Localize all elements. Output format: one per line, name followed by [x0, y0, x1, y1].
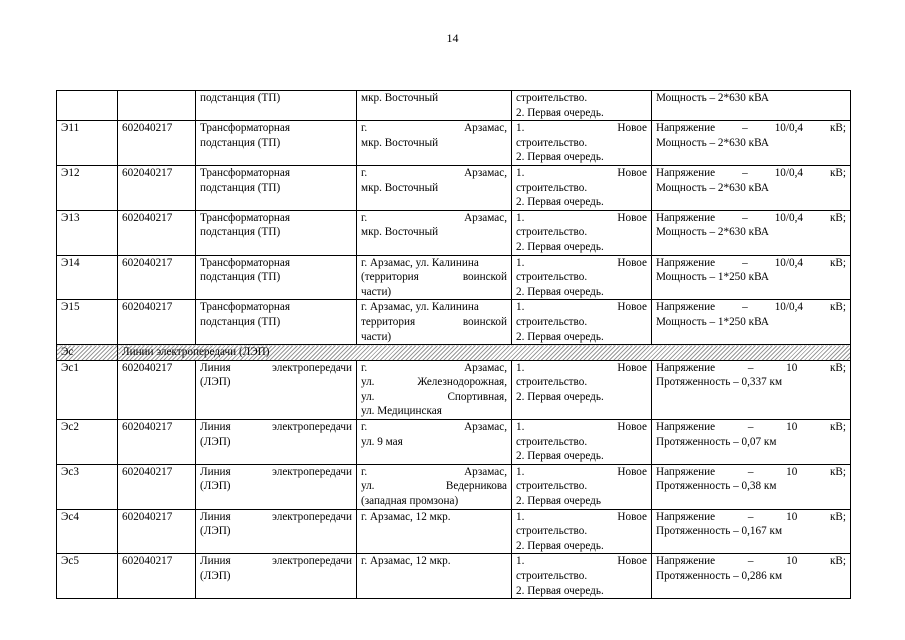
word: Напряжение: [656, 510, 716, 523]
cell-params: [652, 121, 851, 166]
cell-address-line: [361, 465, 507, 480]
cell-okp: 602040217: [118, 300, 196, 345]
word: –: [742, 166, 748, 179]
cell-name: [196, 509, 357, 554]
table-row: [57, 255, 851, 300]
cell-status: [512, 300, 652, 345]
word: Новое: [617, 361, 647, 374]
word: Линия: [200, 555, 231, 568]
cell-address-line: (западная промзона): [361, 495, 459, 508]
cell-name: [196, 420, 357, 465]
cell-status-line: [516, 121, 647, 136]
cell-name: [196, 300, 357, 345]
word: Линия: [200, 421, 231, 434]
cell-okp: 602040217: [118, 464, 196, 509]
objects-table: [56, 90, 851, 599]
cell-address-line: [361, 270, 507, 285]
cell-okp: 602040217: [118, 121, 196, 166]
word: Напряжение: [656, 211, 716, 224]
cell-status-line: строительство.: [516, 525, 588, 538]
word: –: [742, 122, 748, 135]
word: –: [747, 421, 754, 434]
cell-status-line: [516, 420, 647, 435]
cell-address: [357, 255, 512, 300]
cell-params-line: [656, 465, 846, 480]
cell-params-line: [656, 361, 846, 376]
cell-okp: 602040217: [118, 420, 196, 465]
word: ул.: [361, 376, 375, 389]
cell-params: [652, 464, 851, 509]
cell-okp: 602040217: [118, 509, 196, 554]
cell-status-line: строительство.: [516, 181, 588, 194]
cell-okp: 602040217: [118, 554, 196, 599]
word: воинской: [462, 315, 507, 328]
cell-name: [196, 165, 357, 210]
word: Ведерникова: [445, 480, 507, 493]
cell-status-line: 2. Первая очередь.: [516, 584, 604, 597]
cell-status: [512, 255, 652, 300]
word: –: [742, 211, 748, 224]
cell-name-line: Трансформаторная: [200, 122, 291, 135]
cell-status-line: строительство.: [516, 136, 588, 149]
word: Новое: [617, 465, 647, 478]
cell-address: [357, 91, 512, 121]
cell-name-line: подстанция (ТП): [200, 315, 281, 328]
cell-name: [196, 121, 357, 166]
word: кВ;: [829, 301, 846, 314]
word: г.: [361, 211, 368, 224]
word: 1.: [516, 421, 525, 434]
cell-address: [357, 165, 512, 210]
cell-status-line: [516, 465, 647, 480]
cell-status: [512, 121, 652, 166]
cell-address-line: ул. Медицинская: [361, 405, 442, 418]
cell-address-line: [361, 166, 507, 181]
word: 1.: [516, 555, 525, 568]
cell-status: [512, 464, 652, 509]
word: Напряжение: [656, 421, 716, 434]
table-row: [57, 554, 851, 599]
cell-address-line: [361, 121, 507, 136]
word: г.: [361, 465, 368, 478]
cell-status: [512, 509, 652, 554]
cell-status: [512, 165, 652, 210]
word: электропередачи: [272, 421, 352, 434]
cell-name-line: Трансформаторная: [200, 256, 291, 269]
cell-params-line: Протяженность – 0,167 км: [656, 525, 783, 538]
cell-params-line: [656, 211, 846, 226]
cell-address-line: г. Арзамас, 12 мкр.: [361, 555, 451, 568]
word: кВ;: [829, 256, 846, 269]
cell-name-line: [200, 554, 352, 569]
cell-status-line: 2. Первая очередь.: [516, 196, 604, 209]
cell-name-line: подстанция (ТП): [200, 136, 281, 149]
cell-status-line: строительство.: [516, 435, 588, 448]
word: г.: [361, 166, 368, 179]
cell-name-line: (ЛЭП): [200, 570, 231, 582]
cell-address: [357, 210, 512, 255]
word: –: [742, 256, 748, 269]
cell-name-line: (ЛЭП): [200, 435, 231, 448]
cell-status-line: строительство.: [516, 570, 588, 582]
cell-address-line: [361, 390, 507, 405]
cell-name: [196, 210, 357, 255]
cell-name: [196, 360, 357, 419]
word: Новое: [617, 166, 647, 179]
cell-params: [652, 300, 851, 345]
cell-address-line: г. Арзамас, ул. Калинина: [361, 301, 479, 314]
word: Новое: [617, 510, 647, 523]
cell-status-line: [516, 554, 647, 569]
word: кВ;: [829, 122, 846, 135]
cell-params: [652, 420, 851, 465]
cell-code: Эс5: [57, 554, 118, 599]
word: 10/0,4: [774, 122, 803, 135]
table-row: [57, 165, 851, 210]
cell-status-line: 2. Первая очередь.: [516, 285, 604, 298]
cell-name: [196, 464, 357, 509]
cell-address-line: г. Арзамас, ул. Калинина: [361, 256, 479, 269]
cell-params: [652, 509, 851, 554]
section-title-text: Линии электропередачи (ЛЭП): [122, 346, 270, 359]
word: кВ;: [829, 361, 846, 374]
cell-okp: 602040217: [118, 360, 196, 419]
cell-params-line: Мощность – 2*630 кВА: [656, 226, 769, 239]
cell-code: Э15: [57, 300, 118, 345]
cell-status-line: строительство.: [516, 271, 588, 284]
cell-name: [196, 554, 357, 599]
word: (территория: [361, 271, 419, 284]
cell-params-line: [656, 256, 846, 271]
cell-name-line: (ЛЭП): [200, 525, 231, 538]
word: электропередачи: [272, 555, 352, 568]
cell-address-line: [361, 375, 507, 390]
cell-status-line: [516, 166, 647, 181]
cell-code: Э12: [57, 165, 118, 210]
table-row: [57, 360, 851, 419]
cell-code: Эс4: [57, 509, 118, 554]
cell-status-line: 2. Первая очередь.: [516, 390, 604, 403]
cell-params: [652, 165, 851, 210]
cell-status-line: 2. Первая очередь: [516, 495, 601, 508]
cell-status: [512, 360, 652, 419]
cell-params: [652, 255, 851, 300]
cell-code: [57, 91, 118, 121]
word: Напряжение: [656, 256, 716, 269]
cell-name-line: Трансформаторная: [200, 211, 291, 224]
word: Спортивная,: [447, 390, 507, 403]
cell-status: [512, 554, 652, 599]
word: Новое: [617, 211, 647, 224]
word: Напряжение: [656, 465, 716, 478]
cell-name-line: подстанция (ТП): [200, 181, 281, 194]
cell-address-line: [361, 420, 507, 435]
cell-code: Э11: [57, 121, 118, 166]
cell-okp: 602040217: [118, 210, 196, 255]
cell-params: [652, 554, 851, 599]
table-row-continuation: [57, 91, 851, 121]
cell-address: [357, 509, 512, 554]
word: 10/0,4: [774, 301, 803, 314]
page-number: 14: [446, 31, 459, 45]
cell-params-text: Мощность – 2*630 кВА: [656, 92, 769, 104]
cell-address-text: мкр. Восточный: [361, 92, 439, 104]
word: Напряжение: [656, 361, 716, 374]
cell-status-line: [516, 300, 647, 315]
table-row: [57, 464, 851, 509]
cell-name: [196, 255, 357, 300]
cell-status-line: строительство.: [516, 480, 588, 493]
cell-params-line: [656, 420, 846, 435]
word: г.: [361, 361, 368, 374]
cell-status-line: [516, 510, 647, 525]
cell-params-line: Мощность – 2*630 кВА: [656, 136, 769, 149]
word: Напряжение: [656, 555, 716, 568]
word: электропередачи: [272, 510, 352, 523]
cell-status-line: 2. Первая очередь.: [516, 106, 604, 119]
word: кВ;: [829, 510, 846, 523]
cell-address: [357, 464, 512, 509]
cell-status-line: [516, 256, 647, 271]
cell-address: [357, 300, 512, 345]
word: кВ;: [829, 211, 846, 224]
cell-status-line: 2. Первая очередь.: [516, 330, 604, 343]
cell-params-line: [656, 166, 846, 181]
cell-okp: 602040217: [118, 165, 196, 210]
word: Арзамас,: [464, 122, 507, 135]
word: 1.: [516, 122, 525, 135]
cell-params-line: [656, 300, 846, 315]
cell-status-line: 2. Первая очередь.: [516, 240, 604, 253]
word: Арзамас,: [464, 361, 507, 374]
word: –: [747, 555, 754, 568]
cell-address: [357, 121, 512, 166]
cell-okp: [118, 91, 196, 121]
word: –: [742, 301, 748, 314]
word: –: [747, 465, 754, 478]
cell-address-line: части): [361, 285, 392, 298]
cell-address-line: мкр. Восточный: [361, 226, 439, 239]
cell-name-line: (ЛЭП): [200, 376, 231, 389]
cell-code: Эс3: [57, 464, 118, 509]
word: Новое: [617, 421, 647, 434]
cell-params-line: Мощность – 2*630 кВА: [656, 181, 769, 194]
word: 1.: [516, 256, 525, 269]
cell-address-line: [361, 211, 507, 226]
word: воинской: [462, 271, 507, 284]
word: Напряжение: [656, 122, 716, 135]
table-row: [57, 420, 851, 465]
word: г.: [361, 122, 368, 135]
cell-status-line: 2. Первая очередь.: [516, 450, 604, 463]
cell-status: [512, 420, 652, 465]
word: Новое: [617, 122, 647, 135]
word: 10/0,4: [774, 166, 803, 179]
cell-address-line: [361, 361, 507, 376]
cell-params: [652, 360, 851, 419]
cell-code: Эс2: [57, 420, 118, 465]
word: Арзамас,: [464, 465, 507, 478]
word: 10/0,4: [774, 211, 803, 224]
cell-name-line: [200, 465, 352, 480]
word: 10/0,4: [774, 256, 803, 269]
word: 10: [786, 421, 798, 434]
cell-name-line: [200, 361, 352, 376]
cell-status-line: 2. Первая очередь.: [516, 151, 604, 164]
word: Арзамас,: [464, 421, 507, 434]
word: 1.: [516, 301, 525, 314]
word: кВ;: [829, 465, 846, 478]
cell-code: Э13: [57, 210, 118, 255]
cell-name: [196, 91, 357, 121]
cell-status-line: [516, 211, 647, 226]
table-row: [57, 509, 851, 554]
cell-status: [512, 210, 652, 255]
word: кВ;: [829, 421, 846, 434]
cell-status: [512, 91, 652, 121]
word: 1.: [516, 166, 525, 179]
word: ул.: [361, 390, 375, 403]
word: ул.: [361, 480, 375, 493]
cell-params-line: Протяженность – 0,07 км: [656, 435, 777, 448]
cell-name-line: (ЛЭП): [200, 480, 231, 493]
cell-address: [357, 554, 512, 599]
word: кВ;: [829, 555, 846, 568]
cell-params-line: Протяженность – 0,286 км: [656, 570, 783, 582]
word: Новое: [617, 256, 647, 269]
cell-name-text: подстанция (ТП): [200, 92, 281, 104]
cell-name-line: [200, 510, 352, 525]
word: Напряжение: [656, 301, 716, 314]
table-row: [57, 121, 851, 166]
cell-address-line: мкр. Восточный: [361, 136, 439, 149]
word: Новое: [617, 301, 647, 314]
cell-params: [652, 91, 851, 121]
cell-params-line: Мощность – 1*250 кВА: [656, 271, 769, 284]
word: Железнодорожная,: [417, 376, 507, 389]
cell-params-line: [656, 121, 846, 136]
word: 10: [786, 555, 798, 568]
cell-address-line: части): [361, 330, 392, 343]
table-row: [57, 210, 851, 255]
cell-code: Э14: [57, 255, 118, 300]
cell-params-line: [656, 554, 846, 569]
cell-name-line: Трансформаторная: [200, 166, 291, 179]
word: 1.: [516, 510, 525, 523]
word: кВ;: [829, 166, 846, 179]
word: –: [747, 510, 754, 523]
word: Линия: [200, 465, 231, 478]
word: 10: [786, 510, 798, 523]
cell-status-line: строительство.: [516, 315, 588, 328]
word: электропередачи: [272, 361, 352, 374]
word: Линия: [200, 510, 231, 523]
cell-name-line: подстанция (ТП): [200, 271, 281, 284]
cell-status-line: строительство.: [516, 92, 588, 104]
word: 10: [786, 465, 798, 478]
word: Арзамас,: [464, 166, 507, 179]
word: электропередачи: [272, 465, 352, 478]
word: 1.: [516, 211, 525, 224]
cell-params: [652, 210, 851, 255]
word: Линия: [200, 361, 231, 374]
word: территория: [361, 315, 416, 328]
section-row: [57, 345, 851, 361]
cell-address: [357, 420, 512, 465]
cell-name-line: подстанция (ТП): [200, 226, 281, 239]
cell-address-line: г. Арзамас, 12 мкр.: [361, 510, 451, 523]
cell-status-line: строительство.: [516, 226, 588, 239]
cell-name-line: Трансформаторная: [200, 301, 291, 314]
word: –: [747, 361, 754, 374]
section-title: [118, 345, 851, 361]
cell-params-line: Мощность – 1*250 кВА: [656, 315, 769, 328]
cell-params-line: Протяженность – 0,337 км: [656, 376, 783, 389]
word: 1.: [516, 361, 525, 374]
table-row: [57, 300, 851, 345]
cell-address-line: мкр. Восточный: [361, 181, 439, 194]
cell-okp: 602040217: [118, 255, 196, 300]
cell-name-line: [200, 420, 352, 435]
word: г.: [361, 421, 368, 434]
cell-status-line: 2. Первая очередь.: [516, 539, 604, 552]
cell-code: Эс1: [57, 360, 118, 419]
cell-address-line: [361, 479, 507, 494]
section-code: Эс: [57, 345, 118, 361]
word: Арзамас,: [464, 211, 507, 224]
cell-status-line: [516, 361, 647, 376]
word: 1.: [516, 465, 525, 478]
cell-params-line: [656, 510, 846, 525]
cell-params-line: Протяженность – 0,38 км: [656, 480, 777, 493]
cell-address: [357, 360, 512, 419]
word: Напряжение: [656, 166, 716, 179]
word: Новое: [617, 555, 647, 568]
cell-address-line: ул. 9 мая: [361, 435, 403, 448]
word: 10: [786, 361, 798, 374]
cell-address-line: [361, 315, 507, 330]
cell-status-line: строительство.: [516, 376, 588, 389]
